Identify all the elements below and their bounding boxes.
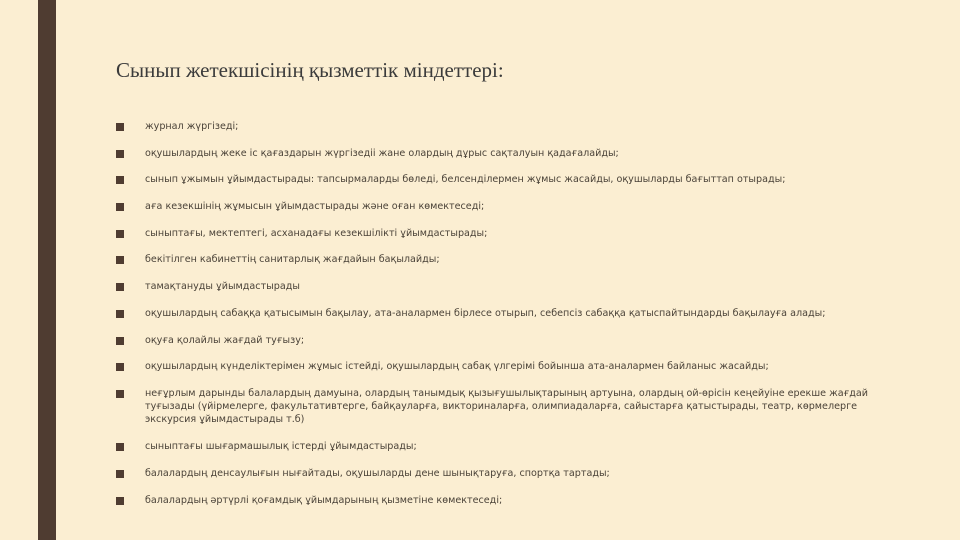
list-item-text: бекітілген кабинеттің санитарлық жағдайын бақылайды; <box>145 254 440 266</box>
square-bullet-icon <box>116 123 124 131</box>
list-item <box>116 227 886 240</box>
list-item-text: балалардың әртүрлі қоғамдық ұйымдарының қызметіне көмектеседі; <box>145 494 503 506</box>
list-item-text: оқушылардың жеке іс қағаздарын жүргізедіі жане олардың дұрыс сақталуын қадағалайды; <box>145 147 619 159</box>
slide-title: Сынып жетекшісінің қызметтік міндеттері: <box>116 58 504 82</box>
list-item <box>116 467 886 480</box>
square-bullet-icon <box>116 283 124 291</box>
list-item-text: тамақтануды ұйымдастырады <box>145 281 300 293</box>
list-item <box>116 147 886 160</box>
list-item-text: аға кезекшінің жұмысын ұйымдастырады және оған көмектеседі; <box>145 201 485 213</box>
list-item-text: сыныптағы, мектептегі, асханадағы кезекшілікті ұйымдастырады; <box>145 227 488 239</box>
list-item <box>116 173 886 186</box>
list-item <box>116 440 886 453</box>
square-bullet-icon <box>116 203 124 211</box>
square-bullet-icon <box>116 497 124 505</box>
list-item-text: неғұрлым дарынды балалардың дамуына, олардың танымдық қызығушылықтарының артуына, олардың ой-өрісін кеңейуіне ерекше жағдай туғызады (үйірмелерге, факультативтерге, байқауларға, викториналарға, олимпиадаларға, сайыстарға қатыстырады, театр, көрмелерге экскурсия ұйымдастырады т.б) <box>145 387 869 426</box>
square-bullet-icon <box>116 337 124 345</box>
list-item <box>116 334 886 347</box>
list-item <box>116 280 886 293</box>
left-accent-bar <box>38 0 56 540</box>
square-bullet-icon <box>116 470 124 478</box>
list-item-text: сыныптағы шығармашылық істерді ұйымдастырады; <box>145 441 417 453</box>
list-item <box>116 387 886 427</box>
square-bullet-icon <box>116 256 124 264</box>
duties-list <box>116 120 886 520</box>
list-item-text: сынып ұжымын ұйымдастырады: тапсырмаларды бөледі, белсенділермен жұмыс жасайды, оқушыларды бағыттап отырады; <box>145 174 786 186</box>
list-item-text: оқушылардың сабаққа қатысымын бақылау, ата-аналармен бірлесе отырып, себепсіз сабаққа қатыспайтындарды бақылауға алады; <box>145 307 826 319</box>
square-bullet-icon <box>116 176 124 184</box>
square-bullet-icon <box>116 150 124 158</box>
list-item <box>116 253 886 266</box>
square-bullet-icon <box>116 443 124 451</box>
square-bullet-icon <box>116 390 124 398</box>
list-item <box>116 307 886 320</box>
square-bullet-icon <box>116 310 124 318</box>
list-item <box>116 494 886 507</box>
list-item-text: балалардың денсаулығын нығайтады, оқушыларды дене шынықтаруға, спортқа тартады; <box>145 467 610 479</box>
list-item-text: оқушылардың күнделіктерімен жұмыс істейді, оқушылардың сабақ үлгерімі бойынша ата-аналармен байланыс жасайды; <box>145 361 769 373</box>
list-item <box>116 200 886 213</box>
list-item <box>116 360 886 373</box>
list-item-text: журнал жүргізеді; <box>145 121 239 132</box>
list-item <box>116 120 886 133</box>
square-bullet-icon <box>116 230 124 238</box>
square-bullet-icon <box>116 363 124 371</box>
list-item-text: оқуға қолайлы жағдай туғызу; <box>145 334 305 346</box>
